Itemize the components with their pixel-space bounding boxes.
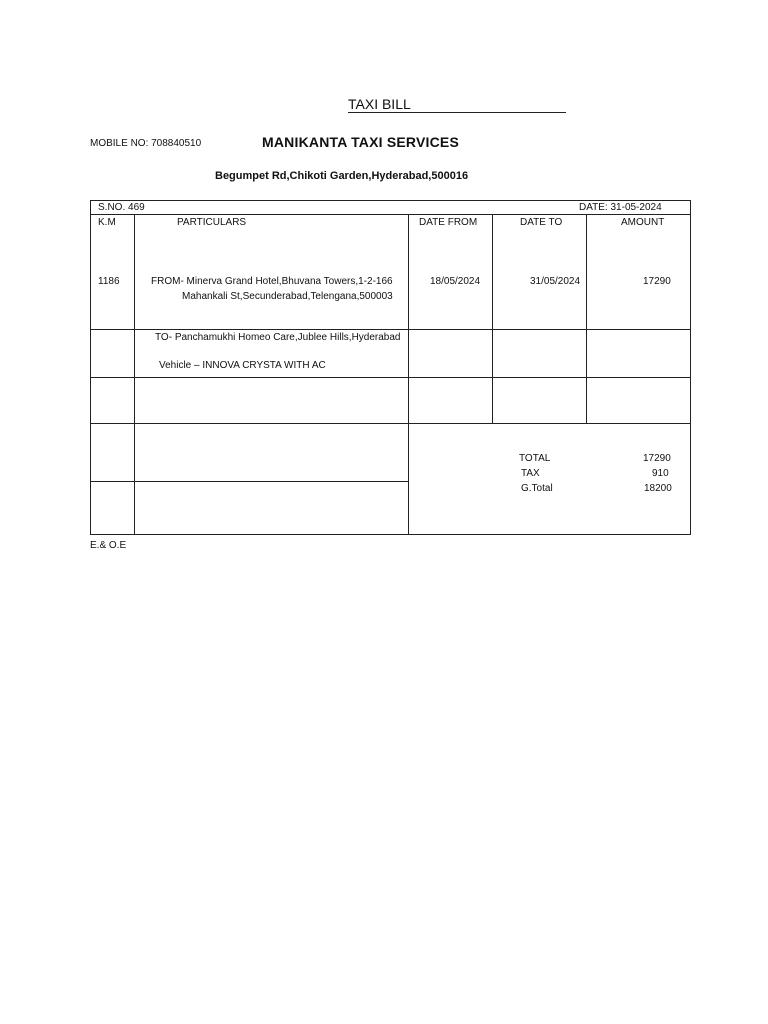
row1-date-to: 31/05/2024 bbox=[530, 276, 581, 287]
bill-table bbox=[90, 200, 691, 535]
bill-date: DATE: 31-05-2024 bbox=[579, 202, 662, 213]
row-divider-2 bbox=[91, 377, 690, 378]
row2-to-address: TO- Panchamukhi Homeo Care,Jublee Hills,Hyderabad bbox=[155, 332, 401, 343]
bill-title: TAXI BILL bbox=[348, 96, 411, 112]
header-divider bbox=[91, 214, 690, 215]
gtotal-value: 18200 bbox=[644, 483, 672, 494]
total-label: TOTAL bbox=[519, 453, 551, 464]
row1-from-line2: Mahankali St,Secunderabad,Telengana,500003 bbox=[182, 291, 393, 302]
row1-km: 1186 bbox=[98, 276, 120, 287]
total-value: 17290 bbox=[643, 453, 671, 464]
header-particulars: PARTICULARS bbox=[177, 217, 247, 228]
header-amount: AMOUNT bbox=[621, 217, 665, 228]
row1-amount: 17290 bbox=[643, 276, 671, 287]
header-date-from: DATE FROM bbox=[419, 217, 478, 228]
mobile-number: MOBILE NO: 708840510 bbox=[90, 138, 202, 149]
tax-value: 910 bbox=[652, 468, 669, 479]
row2-vehicle: Vehicle – INNOVA CRYSTA WITH AC bbox=[159, 360, 326, 371]
company-address: Begumpet Rd,Chikoti Garden,Hyderabad,500016 bbox=[215, 170, 469, 182]
col-divider-particulars bbox=[408, 214, 409, 534]
footer-eoe: E.& O.E bbox=[90, 540, 127, 551]
gtotal-label: G.Total bbox=[521, 483, 553, 494]
col-divider-km bbox=[134, 214, 135, 534]
row1-date-from: 18/05/2024 bbox=[430, 276, 481, 287]
row-divider-3 bbox=[91, 423, 690, 424]
row-divider-1 bbox=[91, 329, 690, 330]
row1-from-line1: FROM- Minerva Grand Hotel,Bhuvana Towers,1-2-166 bbox=[151, 276, 393, 287]
col-divider-date-from bbox=[492, 214, 493, 423]
header-date-to: DATE TO bbox=[520, 217, 563, 228]
serial-number: S.NO. 469 bbox=[98, 202, 145, 213]
title-underline bbox=[348, 112, 566, 113]
tax-label: TAX bbox=[521, 468, 540, 479]
header-km: K.M bbox=[98, 217, 116, 228]
row-divider-4 bbox=[91, 481, 409, 482]
company-name: MANIKANTA TAXI SERVICES bbox=[262, 134, 459, 150]
col-divider-date-to bbox=[586, 214, 587, 423]
